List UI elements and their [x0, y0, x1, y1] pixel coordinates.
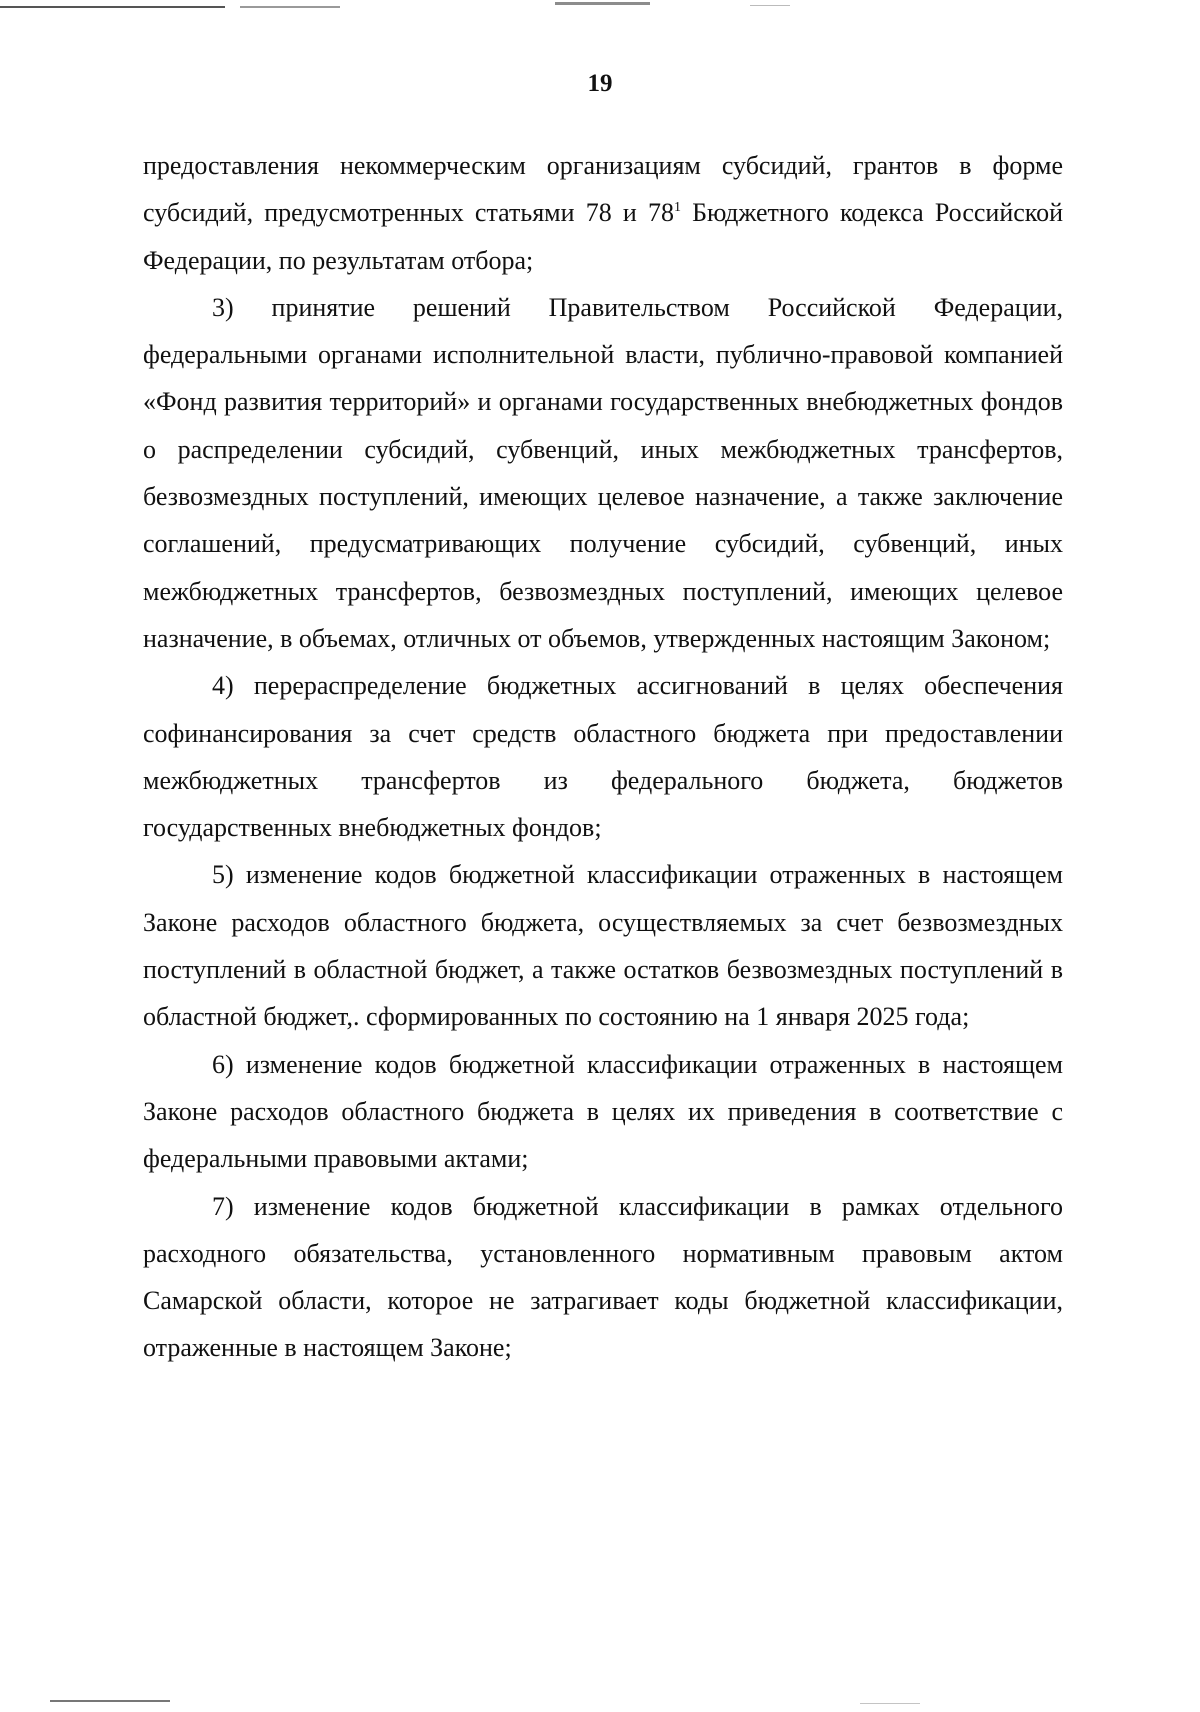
scan-edge-mark: [240, 6, 340, 8]
paragraph-item-3: 3) принятие решений Правительством Российской Федерации, федеральными органами исполнительной власти, публично-правовой компанией «Фонд развития территорий» и органами государственных внебюджетных фондов о распределении субсидий, субвенций, иных межбюджетных трансфертов, безвозмездных поступлений, имеющих целевое назначение, а также заключение соглашений, предусматривающих получение субсидий, субвенций, иных межбюджетных трансфертов, безвозмездных поступлений, имеющих целевое назначение, в объемах, отличных от объемов, утвержденных настоящим Законом;: [143, 292, 1063, 653]
page-number: 19: [587, 70, 613, 97]
paragraph-item-4: 4) перераспределение бюджетных ассигнований в целях обеспечения софинансирования за счет средств областного бюджета при предоставлении межбюджетных трансфертов из федерального бюджета, бюджетов государственных внебюджетных фондов;: [143, 671, 1063, 843]
paragraph-text: Бюджетного кодекса Российской Федерации, по результатам отбора;: [143, 198, 1063, 275]
paragraph-item-5: 5) изменение кодов бюджетной классификации отраженных в настоящем Законе расходов областного бюджета, осуществляемых за счет безвозмездных поступлений в областной бюджет, а также остатков безвозмездных поступлений в областной бюджет,. сформированных по состоянию на 1 января 2025 года;: [143, 860, 1063, 1032]
paragraph-item-6: 6) изменение кодов бюджетной классификации отраженных в настоящем Законе расходов областного бюджета в целях их приведения в соответствие с федеральными правовыми актами;: [143, 1049, 1063, 1174]
paragraph-continuation: [143, 142, 1063, 284]
document-body: [143, 142, 1063, 1372]
paragraph-item-7: 7) изменение кодов бюджетной классификации в рамках отдельного расходного обязательства, установленного нормативным правовым актом Самарской области, которое не затрагивает коды бюджетной классификации, отраженные в настоящем Законе;: [143, 1191, 1063, 1363]
scan-edge-mark: [750, 5, 790, 6]
superscript: 1: [673, 200, 681, 216]
paragraph-text: предоставления некоммерческим организациям субсидий, грантов в форме субсидий, предусмотренных статьями 78 и 78: [143, 151, 1063, 228]
scan-edge-mark: [0, 6, 225, 8]
scan-edge-mark: [860, 1703, 920, 1704]
scan-edge-mark: [555, 2, 650, 5]
scan-edge-mark: [50, 1700, 170, 1702]
